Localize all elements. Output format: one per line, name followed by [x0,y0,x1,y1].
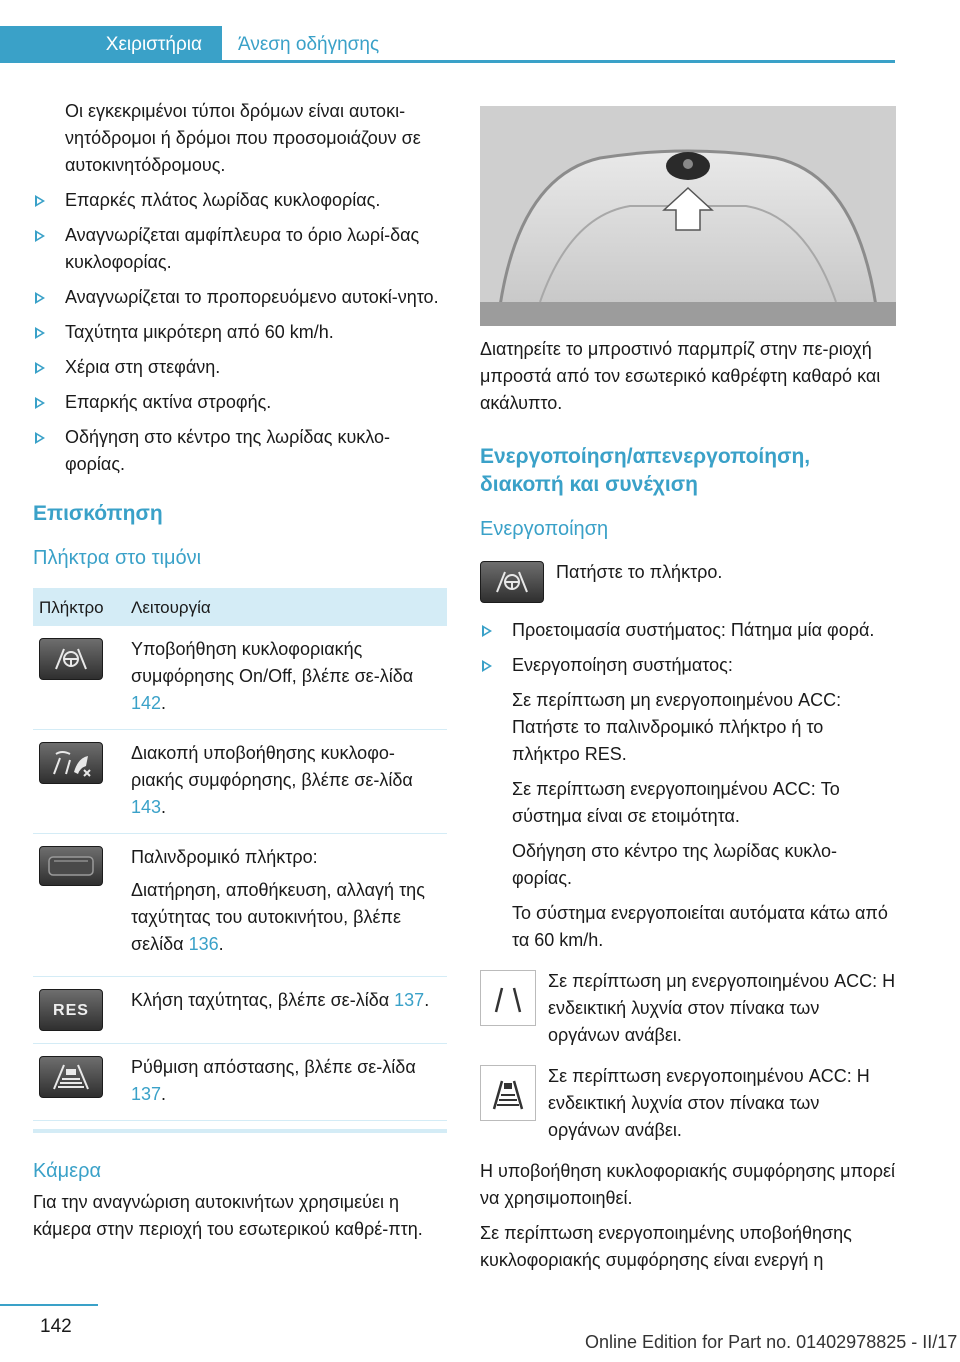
indicator-lamp-row [480,968,896,1049]
table-row: Ρύθμιση απόστασης, βλέπε σε-λίδα 137. [33,1044,447,1121]
windshield-camera-photo [480,106,896,326]
distance-icon [39,1056,103,1098]
overview-heading: Επισκόπηση [33,502,163,525]
triangle-bullet-icon [482,625,492,637]
lane-vehicle-indicator-icon [480,1065,536,1121]
lamp-text-active-acc: Σε περίπτωση ενεργοποιημένου ACC: Η ενδεικτική λυχνία στον πίνακα των οργάνων ανάβει. [548,1066,870,1140]
rocker-switch-icon [39,846,103,886]
triangle-bullet-icon [35,195,45,207]
right-column: Διατηρείτε το μπροστινό παρμπρίζ στην πε-ριοχή μπροστά από τον εσωτερικό καθρέφτη καθαρό και ακάλυπτο. Ενεργοποίηση/απενεργοποίηση, διακοπή και συνέχιση Ενεργοποίηση Πατήστε το πλήκτρο. Προετοιμασία συστήματος: Πάτημα μία φορά. Ενεργοποίηση συστήματος: Σε περίπτωση μη ενεργοποιημένου ACC: Πατήστε το παλινδρομικό πλήκτρο ή το πλήκτρο RES. Σε περίπτωση ενεργοποιημένου ACC: Το σύστημα είναι σε ετοιμότητα. Οδήγηση στο κέντρο της λωρίδας κυκλο-φορίας. Το σύστημα ενεργοποιείται αυτόματα κάτω από τα 60 km/h. Σε περίπτωση μη ενεργοποιημένου ACC: Η ενδεικτική λυχνία στον πίνακα των οργάνων ανάβει. Σε περίπτωση ενεργοποιημένου ACC: Η ενδεικτική λυχνία στον πίνακα των οργάνων ανάβει. Η υποβοήθηση κυκλοφοριακής συμφόρησης μπορεί να χρησιμοποιηθεί. Σε περίπτωση ενεργοποιημένης υποβοήθησης κυκλοφοριακής συμφόρησης είναι ενεργή η [480,336,896,1282]
triangle-bullet-icon [35,362,45,374]
list-item: Ταχύτητα μικρότερη από 60 km/h. [33,319,447,346]
lane-indicator-icon [480,970,536,1026]
camera-heading: Κάμερα [33,1160,102,1182]
column-header-function: Λειτουργία [125,588,447,626]
table-bottom-rule [33,1129,447,1133]
steering-keys-table [33,588,447,1121]
edition-footer: Online Edition for Part no. 01402978825 - II/17 [585,1332,958,1352]
triangle-bullet-icon [35,327,45,339]
lamp-text-inactive-acc: Σε περίπτωση μη ενεργοποιημένου ACC: Η ενδεικτική λυχνία στον πίνακα των οργάνων ανάβει. [548,971,896,1045]
traffic-jam-assistant-icon [39,638,103,680]
camera-text: Για την αναγνώριση αυτοκινήτων χρησιμεύει η κάμερα στην περιοχή του εσωτερικού καθρέ-πτη. [33,1192,423,1239]
page-link[interactable]: 143 [131,797,162,817]
activation-section-heading: Ενεργοποίηση/απενεργοποίηση, διακοπή και συνέχιση [480,445,811,496]
section-tab[interactable]: Χειριστήρια [0,26,222,63]
triangle-bullet-icon [35,397,45,409]
road-types-text: Οι εγκεκριμένοι τύποι δρόμων είναι αυτοκι-νητόδρομοι ή δρόμοι που προσομοιάζουν σε αυτοκινητόδρομους. [65,101,421,175]
running-header [0,26,895,63]
assistant-usable-text: Η υποβοήθηση κυκλοφοριακής συμφόρησης μπορεί να χρησιμοποιηθεί. [480,1161,895,1208]
triangle-bullet-icon [35,230,45,242]
footer-divider [0,1304,98,1306]
list-item: Οδήγηση στο κέντρο της λωρίδας κυκλο-φορίας. [33,424,447,478]
header-divider [222,60,895,63]
activation-steps-list [480,617,896,679]
left-column [33,98,447,1251]
table-row: Παλινδρομικό πλήκτρο: Διατήρηση, αποθήκευση, αλλαγή της ταχύτητας του αυτοκινήτου, βλέπε σελίδα 136. [33,834,447,977]
list-item: Επαρκής ακτίνα στροφής. [33,389,447,416]
assistant-active-text: Σε περίπτωση ενεργοποιημένης υποβοήθησης κυκλοφοριακής συμφόρησης είναι ενεργή η [480,1223,852,1270]
column-header-key: Πλήκτρο [33,588,125,626]
photo-caption: Διατηρείτε το μπροστινό παρμπρίζ στην πε-ριοχή μπροστά από τον εσωτερικό καθρέφτη καθαρό και ακάλυπτο. [480,339,881,413]
list-item: Αναγνωρίζεται αμφίπλευρα το όριο λωρί-δας κυκλοφορίας. [33,222,447,276]
page-link[interactable]: 136 [188,934,219,954]
chapter-tab[interactable]: Άνεση οδήγησης [238,34,380,55]
indicator-lamp-row [480,1063,896,1144]
page-number: 142 [40,1316,72,1337]
press-key-text: Πατήστε το πλήκτρο. [556,562,723,582]
table-row: RES Κλήση ταχύτητας, βλέπε σε-λίδα 137. [33,977,447,1044]
activation-heading: Ενεργοποίηση [480,518,609,540]
page-link[interactable]: 142 [131,693,162,713]
table-row: Υποβοήθηση κυκλοφοριακής συμφόρησης On/Off, βλέπε σε-λίδα 142. [33,626,447,730]
traffic-jam-assistant-icon [480,561,544,603]
list-item: Προετοιμασία συστήματος: Πάτημα μία φορά. [480,617,896,644]
triangle-bullet-icon [35,292,45,304]
triangle-bullet-icon [482,660,492,672]
conditions-list [33,187,447,478]
table-row: Διακοπή υποβοήθησης κυκλοφο-ριακής συμφόρησης, βλέπε σε-λίδα 143. [33,730,447,834]
press-key-row [480,559,896,603]
table-header-row [33,588,447,626]
list-item: Επαρκές πλάτος λωρίδας κυκλοφορίας. [33,187,447,214]
page-link[interactable]: 137 [131,1084,162,1104]
page-link[interactable]: 137 [394,990,425,1010]
res-button-icon: RES [39,989,103,1031]
interrupt-assistant-icon [39,742,103,784]
triangle-bullet-icon [35,432,45,444]
list-item: Αναγνωρίζεται το προπορευόμενο αυτοκί-νητο. [33,284,447,311]
steering-keys-heading: Πλήκτρα στο τιμόνι [33,547,202,569]
list-item: Χέρια στη στεφάνη. [33,354,447,381]
list-item: Ενεργοποίηση συστήματος: [480,652,896,679]
